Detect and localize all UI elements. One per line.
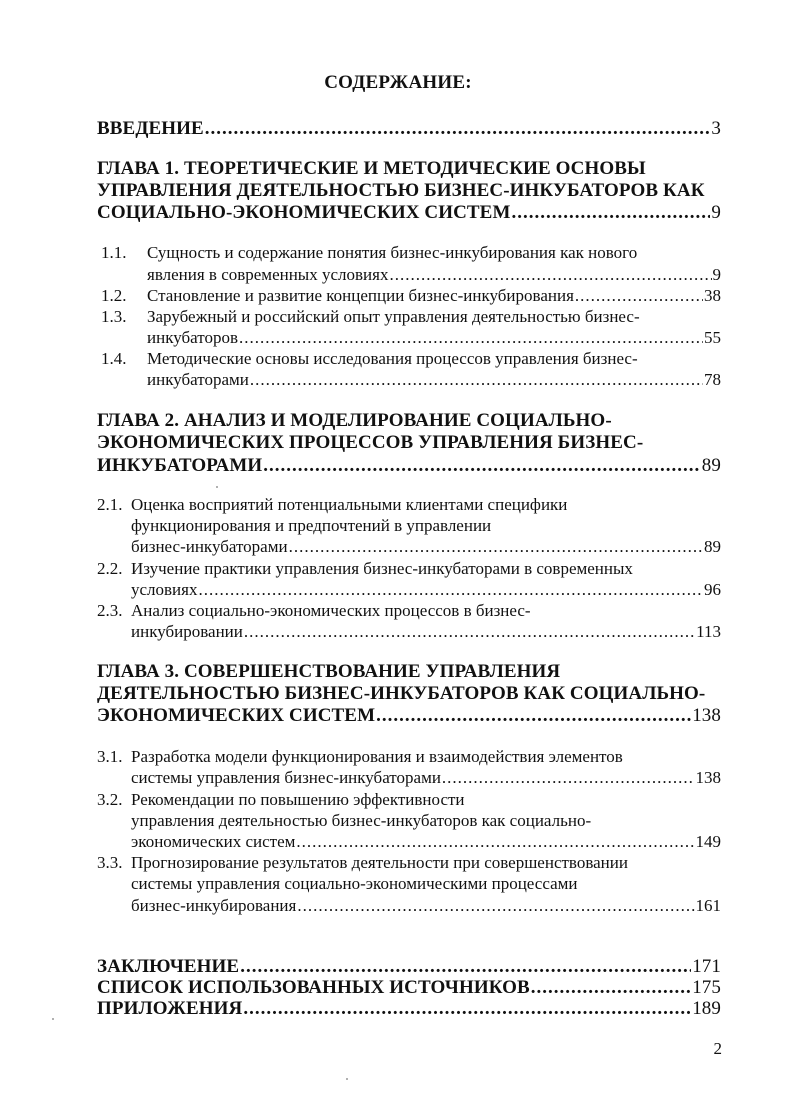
dot-leader — [205, 118, 711, 140]
section-number: 1.3. — [101, 307, 127, 326]
scan-speck — [52, 1018, 54, 1020]
section-title-last-line — [131, 537, 721, 557]
entry-page: 149 — [695, 832, 721, 851]
section-title-line: Разработка модели функционирования и взаимодействия элементов — [131, 747, 623, 766]
section-title-line: бизнес-инкубаторами — [131, 537, 288, 556]
section-title-line: системы управления бизнес-инкубаторами — [131, 768, 441, 787]
toc-entry-conclusion[interactable] — [97, 956, 721, 978]
section-number: 3.1. — [97, 747, 123, 766]
dot-leader — [240, 956, 691, 978]
section-title-line: условиях — [131, 580, 198, 599]
entry-page: 9 — [711, 202, 721, 223]
page-title: СОДЕРЖАНИЕ: — [324, 72, 472, 93]
chapter-title-line: ГЛАВА 3. СОВЕРШЕНСТВОВАНИЕ УПРАВЛЕНИЯ — [97, 661, 561, 682]
section-number: 1.2. — [101, 286, 127, 305]
section-number: 3.2. — [97, 790, 123, 809]
section-title-line: Методические основы исследования процессов управления бизнес- — [147, 349, 638, 368]
entry-page: 189 — [692, 998, 721, 1019]
entry-page: 9 — [712, 265, 721, 284]
chapter-title-line: ГЛАВА 2. АНАЛИЗ И МОДЕЛИРОВАНИЕ СОЦИАЛЬНО- — [97, 410, 612, 431]
section-title-last-line — [147, 286, 721, 306]
scan-speck — [216, 486, 218, 488]
section-title-last-line — [131, 580, 721, 600]
entry-page: 113 — [696, 622, 721, 641]
section-title-line: Изучение практики управления бизнес-инкубаторами в современных — [131, 559, 633, 578]
entry-page: 38 — [704, 286, 721, 305]
chapter-title-last-line — [97, 705, 721, 727]
entry-page: 78 — [704, 370, 721, 389]
section-title-line: Сущность и содержание понятия бизнес-инкубирования как нового — [147, 243, 638, 262]
section-number: 1.4. — [101, 349, 127, 368]
section-title-line: явления в современных условиях — [147, 265, 389, 284]
entry-page: 161 — [695, 896, 721, 915]
section-title-line: управления деятельностью бизнес-инкубаторов как социально- — [131, 811, 592, 830]
entry-page: 89 — [701, 455, 721, 476]
dot-leader — [239, 328, 703, 348]
dot-leader — [531, 977, 691, 999]
chapter-title-line: ЭКОНОМИЧЕСКИХ СИСТЕМ — [97, 705, 376, 726]
scan-speck — [346, 1078, 348, 1080]
dot-leader — [389, 265, 711, 285]
entry-page: 89 — [704, 537, 721, 556]
entry-page: 96 — [704, 580, 721, 599]
entry-page: 138 — [695, 768, 721, 787]
section-number: 2.2. — [97, 559, 123, 578]
dot-leader — [442, 768, 695, 788]
entry-page: 171 — [692, 956, 721, 977]
entry-label: ЗАКЛЮЧЕНИЕ — [97, 956, 240, 977]
section-title-line: экономических систем — [131, 832, 296, 851]
toc-entry-introduction[interactable] — [97, 118, 721, 140]
section-title-line: инкубировании — [131, 622, 243, 641]
toc-entry-references[interactable] — [97, 977, 721, 999]
section-title-line: Прогнозирование результатов деятельности при совершенствовании — [131, 853, 628, 872]
chapter-title-line: ЭКОНОМИЧЕСКИХ ПРОЦЕССОВ УПРАВЛЕНИЯ БИЗНЕС- — [97, 432, 644, 453]
section-title-line: инкубаторами — [147, 370, 249, 389]
chapter-title-line: ДЕЯТЕЛЬНОСТЬЮ БИЗНЕС-ИНКУБАТОРОВ КАК СОЦИАЛЬНО- — [97, 683, 706, 704]
section-title-line: системы управления социально-экономическими процессами — [131, 874, 578, 893]
section-title-last-line — [147, 265, 721, 285]
chapter-title-line: ИНКУБАТОРАМИ — [97, 455, 263, 476]
section-title-last-line — [147, 328, 721, 348]
toc-entry-appendix[interactable] — [97, 998, 721, 1020]
dot-leader — [243, 998, 691, 1020]
section-title-last-line — [131, 832, 721, 852]
section-title-line: инкубаторов — [147, 328, 238, 347]
dot-leader — [198, 580, 703, 600]
section-title-line: функционирования и предпочтений в управлении — [131, 516, 492, 535]
chapter-title-last-line — [97, 455, 721, 477]
section-title-last-line — [131, 768, 721, 788]
section-title-line: Оценка восприятий потенциальными клиентами специфики — [131, 495, 568, 514]
entry-label: ВВЕДЕНИЕ — [97, 118, 204, 139]
section-title-last-line — [131, 896, 721, 916]
entry-page: 175 — [692, 977, 721, 998]
dot-leader — [250, 370, 703, 390]
dot-leader — [289, 537, 703, 557]
section-title-last-line — [147, 370, 721, 390]
section-title-last-line — [131, 622, 721, 642]
page-number: 2 — [713, 1039, 722, 1058]
entry-label: ПРИЛОЖЕНИЯ — [97, 998, 243, 1019]
entry-page: 55 — [704, 328, 721, 347]
dot-leader — [296, 832, 694, 852]
entry-page: 3 — [711, 118, 721, 139]
dot-leader — [263, 455, 701, 477]
dot-leader — [512, 202, 711, 224]
entry-page: 138 — [692, 705, 721, 726]
section-number: 1.1. — [101, 243, 127, 262]
chapter-title-line: СОЦИАЛЬНО-ЭКОНОМИЧЕСКИХ СИСТЕМ — [97, 202, 511, 223]
section-title-line: бизнес-инкубирования — [131, 896, 297, 915]
section-title-line: Зарубежный и российский опыт управления деятельностью бизнес- — [147, 307, 640, 326]
chapter-title-last-line — [97, 202, 721, 224]
section-number: 2.1. — [97, 495, 123, 514]
section-number: 3.3. — [97, 853, 123, 872]
section-title-line: Становление и развитие концепции бизнес-инкубирования — [147, 286, 574, 305]
dot-leader — [575, 286, 703, 306]
chapter-title-line: ГЛАВА 1. ТЕОРЕТИЧЕСКИЕ И МЕТОДИЧЕСКИЕ ОСНОВЫ — [97, 158, 646, 179]
entry-label: СПИСОК ИСПОЛЬЗОВАННЫХ ИСТОЧНИКОВ — [97, 977, 530, 998]
dot-leader — [376, 705, 691, 727]
dot-leader — [297, 896, 694, 916]
dot-leader — [244, 622, 695, 642]
section-title-line: Рекомендации по повышению эффективности — [131, 790, 465, 809]
section-title-line: Анализ социально-экономических процессов в бизнес- — [131, 601, 531, 620]
section-number: 2.3. — [97, 601, 123, 620]
chapter-title-line: УПРАВЛЕНИЯ ДЕЯТЕЛЬНОСТЬЮ БИЗНЕС-ИНКУБАТОРОВ КАК — [97, 180, 705, 201]
